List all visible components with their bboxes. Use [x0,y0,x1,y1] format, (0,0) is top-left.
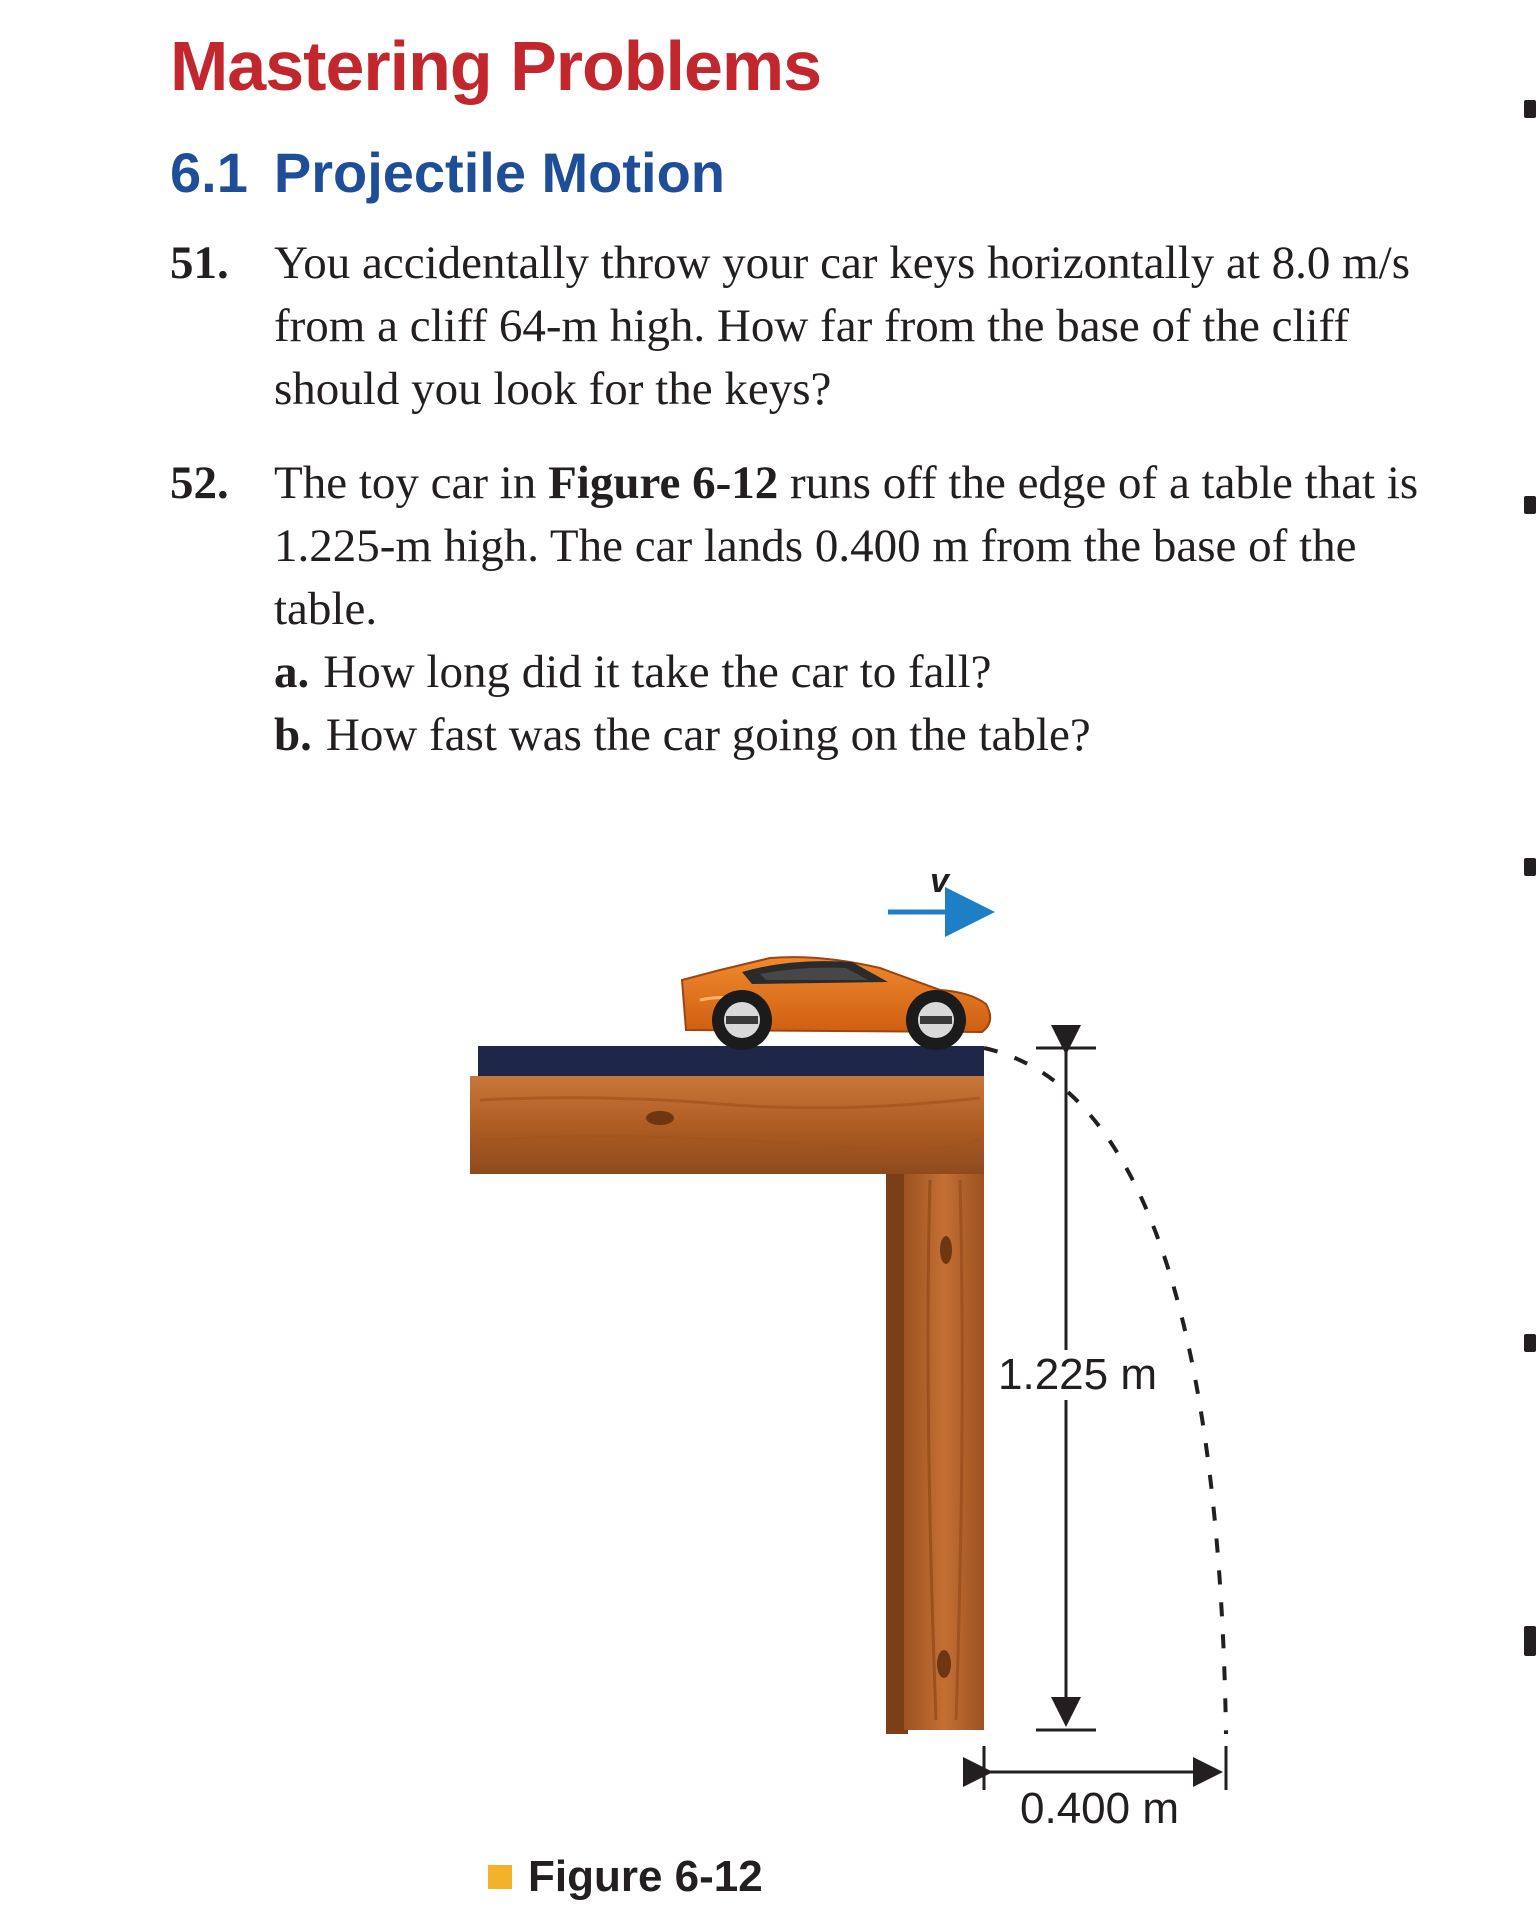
part-label: a. [274,646,310,698]
figure-reference: Figure 6-12 [548,457,779,509]
toy-car [682,957,990,1050]
caption-marker [488,1865,512,1889]
height-label: 1.225 m [994,1350,1161,1400]
car-wheel-rear [712,990,772,1050]
caption-text: Figure 6-12 [528,1852,763,1901]
velocity-label: v [930,862,949,900]
part-text: How long did it take the car to fall? [323,646,992,698]
problem-text-start: The toy car in [274,457,549,509]
problem-text-end: runs off the edge of a table that is 1.225-m high. The car lands 0.400 m from the base of the table. [274,457,1419,635]
figure-caption [488,1852,763,1902]
problem-text: You accidentally throw your car keys horizontally at 8.0 m/s from a cliff 64-m high. How far from the base of the cliff should you look for the keys? [274,237,1411,415]
subsection-number: 6.1 [170,141,248,204]
distance-label: 0.400 m [1016,1784,1183,1834]
problem-number: 52. [170,457,229,509]
problem-number: 51. [170,237,229,289]
section-title: Mastering Problems [170,27,822,105]
tabletop [478,1046,984,1076]
table-apron [470,1076,984,1174]
table [470,1046,984,1734]
part-text: How fast was the car going on the table? [325,709,1091,761]
part-label: b. [274,709,312,761]
subsection-title: Projectile Motion [273,141,726,204]
car-wheel-front [906,990,966,1050]
